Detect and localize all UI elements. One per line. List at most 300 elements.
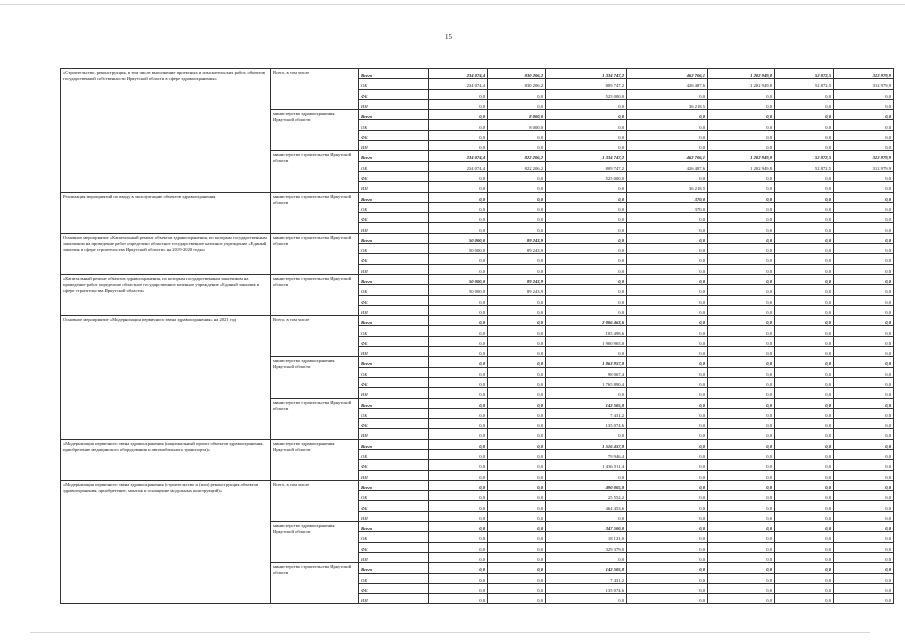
funding-source: ФБ [359, 377, 429, 387]
amount-cell: 0,0 [708, 233, 775, 243]
amount-cell: 0,0 [834, 594, 894, 604]
funding-source: Всего [359, 274, 429, 284]
amount-cell: 0,0 [834, 388, 894, 398]
amount-cell: 0,0 [546, 141, 627, 151]
amount-cell: 8 000,0 [488, 110, 546, 120]
funding-source: ИИ [359, 305, 429, 315]
measure-description: «Модернизация первичного звена здравоохранения (строительство и (или) реконструкция объектов здравоохранения, приобретение, монтаж и оснащение модульных конструкций)» [61, 480, 271, 604]
amount-cell: 2 006 463,6 [546, 316, 627, 326]
amount-cell: 0,0 [429, 460, 488, 470]
executor-name: министерство строительства Иркутской области [271, 563, 359, 604]
amount-cell: 0,0 [488, 552, 546, 562]
amount-cell: 0,0 [546, 233, 627, 243]
amount-cell: 0,0 [488, 563, 546, 573]
amount-cell: 0,0 [429, 316, 488, 326]
funding-source: ОБ [359, 408, 429, 418]
amount-cell: 0,0 [488, 141, 546, 151]
amount-cell: 0,0 [775, 419, 834, 429]
funding-source: ИИ [359, 347, 429, 357]
amount-cell: 89 243,9 [488, 285, 546, 295]
funding-source: ИИ [359, 470, 429, 480]
amount-cell: 0,0 [627, 377, 708, 387]
amount-cell: 0,0 [627, 594, 708, 604]
amount-cell: 0,0 [708, 120, 775, 130]
amount-cell: 0,0 [488, 336, 546, 346]
funding-source: ФБ [359, 542, 429, 552]
amount-cell: 0,0 [708, 202, 775, 212]
amount-cell: 0,0 [488, 295, 546, 305]
amount-cell: 52 872,5 [775, 151, 834, 161]
amount-cell: 0,0 [488, 388, 546, 398]
amount-cell: 0,0 [546, 305, 627, 315]
amount-cell: 98 067,4 [546, 367, 627, 377]
amount-cell: 0,0 [708, 367, 775, 377]
funding-source: ОБ [359, 491, 429, 501]
amount-cell: 0,0 [429, 367, 488, 377]
executor-name: Всего, в том числе [271, 69, 359, 110]
amount-cell: 0,0 [488, 573, 546, 583]
funding-source: ОБ [359, 244, 429, 254]
amount-cell: 0,0 [834, 274, 894, 284]
funding-source: ИИ [359, 511, 429, 521]
amount-cell: 0,0 [775, 326, 834, 336]
executor-name: министерство здравоохранения Иркутской области [271, 110, 359, 151]
amount-cell: 0,0 [775, 182, 834, 192]
amount-cell: 0,0 [488, 192, 546, 202]
amount-cell: 89 243,9 [488, 233, 546, 243]
amount-cell: 0,0 [775, 583, 834, 593]
amount-cell: 0,0 [429, 130, 488, 140]
executor-name: Всего, в том числе [271, 316, 359, 357]
amount-cell: 0,0 [834, 552, 894, 562]
funding-source: ФБ [359, 89, 429, 99]
table-row [61, 316, 894, 326]
amount-cell: 0,0 [775, 274, 834, 284]
amount-cell: 0,0 [627, 285, 708, 295]
amount-cell: 0,0 [775, 449, 834, 459]
amount-cell: 0,0 [627, 347, 708, 357]
amount-cell: 1 436 511,4 [546, 460, 627, 470]
amount-cell: 0,0 [627, 522, 708, 532]
amount-cell: 0,0 [708, 439, 775, 449]
amount-cell: 0,0 [627, 89, 708, 99]
amount-cell: 1 202 949,8 [708, 151, 775, 161]
amount-cell: 0,0 [834, 511, 894, 521]
table-row [61, 69, 894, 79]
amount-cell: 0,0 [708, 522, 775, 532]
amount-cell: 0,0 [834, 192, 894, 202]
amount-cell: 0,0 [834, 470, 894, 480]
amount-cell: 142 505,8 [546, 398, 627, 408]
amount-cell: 0,0 [488, 171, 546, 181]
amount-cell: 0,0 [546, 552, 627, 562]
funding-source: ИИ [359, 429, 429, 439]
amount-cell: 0,0 [708, 583, 775, 593]
amount-cell: 0,0 [627, 316, 708, 326]
budget-table-body [61, 69, 894, 604]
amount-cell: 0,0 [834, 110, 894, 120]
amount-cell: 0,0 [834, 171, 894, 181]
amount-cell: 0,0 [429, 563, 488, 573]
amount-cell: 0,0 [708, 563, 775, 573]
amount-cell: 809 747,2 [546, 79, 627, 89]
amount-cell: 0,0 [488, 182, 546, 192]
amount-cell: 0,0 [488, 511, 546, 521]
amount-cell: 0,0 [834, 213, 894, 223]
amount-cell: 490 005,8 [546, 480, 627, 490]
page-number: 15 [445, 33, 452, 41]
funding-source: ИИ [359, 99, 429, 109]
amount-cell: 52 872,5 [775, 161, 834, 171]
funding-source: Всего [359, 563, 429, 573]
amount-cell: 0,0 [429, 357, 488, 367]
amount-cell: 0,0 [627, 305, 708, 315]
amount-cell: 0,0 [488, 357, 546, 367]
amount-cell: 0,0 [627, 130, 708, 140]
amount-cell: 0,0 [775, 439, 834, 449]
amount-cell: 0,0 [627, 295, 708, 305]
amount-cell: 0,0 [429, 264, 488, 274]
amount-cell: 0,0 [708, 305, 775, 315]
amount-cell: 525 000,0 [546, 89, 627, 99]
amount-cell: 89 243,9 [488, 244, 546, 254]
amount-cell: 0,0 [429, 120, 488, 130]
amount-cell: 0,0 [488, 316, 546, 326]
amount-cell: 0,0 [627, 429, 708, 439]
amount-cell: 0,0 [834, 573, 894, 583]
amount-cell: 0,0 [708, 460, 775, 470]
amount-cell: 0,0 [834, 326, 894, 336]
amount-cell: 0,0 [429, 480, 488, 490]
amount-cell: 0,0 [429, 295, 488, 305]
amount-cell: 0,0 [775, 130, 834, 140]
amount-cell: 0,0 [775, 347, 834, 357]
funding-source: ОБ [359, 449, 429, 459]
amount-cell: 0,0 [627, 573, 708, 583]
amount-cell: 1 334 747,2 [546, 151, 627, 161]
executor-name: министерство строительства Иркутской области [271, 151, 359, 192]
amount-cell: 0,0 [708, 171, 775, 181]
amount-cell: 0,0 [546, 202, 627, 212]
amount-cell: 0,0 [546, 110, 627, 120]
amount-cell: 0,0 [429, 99, 488, 109]
amount-cell: 0,0 [834, 120, 894, 130]
amount-cell: 464 453,6 [546, 501, 627, 511]
amount-cell: 0,0 [429, 552, 488, 562]
measure-description: Основное мероприятие «Модернизация первичного звена здравоохранения» на 2021 год [61, 316, 271, 440]
amount-cell: 0,0 [834, 419, 894, 429]
amount-cell: 25 552,2 [546, 491, 627, 501]
funding-source: ФБ [359, 419, 429, 429]
amount-cell: 312 979,9 [834, 161, 894, 171]
amount-cell: 0,0 [775, 110, 834, 120]
amount-cell: 0,0 [627, 171, 708, 181]
funding-source: Всего [359, 357, 429, 367]
funding-source: ОБ [359, 285, 429, 295]
amount-cell: 0,0 [834, 429, 894, 439]
amount-cell: 0,0 [429, 408, 488, 418]
amount-cell: 809 747,2 [546, 161, 627, 171]
amount-cell: 0,0 [708, 480, 775, 490]
amount-cell: 0,0 [834, 501, 894, 511]
amount-cell: 0,0 [429, 213, 488, 223]
amount-cell: 0,0 [775, 233, 834, 243]
amount-cell: 142 505,8 [546, 563, 627, 573]
amount-cell: 0,0 [834, 305, 894, 315]
amount-cell: 0,0 [834, 480, 894, 490]
funding-source: ИИ [359, 182, 429, 192]
amount-cell: 0,0 [546, 285, 627, 295]
amount-cell: 0,0 [708, 594, 775, 604]
amount-cell: 0,0 [429, 388, 488, 398]
amount-cell: 0,0 [429, 398, 488, 408]
amount-cell: 52 872,5 [775, 79, 834, 89]
amount-cell: 822 206,2 [488, 161, 546, 171]
amount-cell: 0,0 [627, 583, 708, 593]
funding-source: ФБ [359, 583, 429, 593]
amount-cell: 0,0 [429, 171, 488, 181]
funding-source: Всего [359, 439, 429, 449]
amount-cell: 0,0 [708, 491, 775, 501]
amount-cell: 0,0 [488, 264, 546, 274]
amount-cell: 0,0 [775, 594, 834, 604]
amount-cell: 0,0 [627, 542, 708, 552]
amount-cell: 0,0 [546, 347, 627, 357]
amount-cell: 0,0 [708, 419, 775, 429]
amount-cell: 0,0 [708, 244, 775, 254]
amount-cell: 0,0 [488, 408, 546, 418]
amount-cell: 0,0 [775, 223, 834, 233]
amount-cell: 0,0 [627, 419, 708, 429]
amount-cell: 0,0 [627, 563, 708, 573]
amount-cell: 234 074,4 [429, 79, 488, 89]
amount-cell: 8 000,0 [488, 120, 546, 130]
amount-cell: 50 000,0 [429, 285, 488, 295]
amount-cell: 0,0 [775, 213, 834, 223]
amount-cell: 36 218,5 [627, 182, 708, 192]
scan-edge-top [0, 4, 905, 5]
amount-cell: 1 516 457,8 [546, 439, 627, 449]
amount-cell: 0,0 [429, 583, 488, 593]
funding-source: ОБ [359, 573, 429, 583]
funding-source: ИИ [359, 388, 429, 398]
amount-cell: 0,0 [708, 89, 775, 99]
amount-cell: 830 206,2 [488, 79, 546, 89]
amount-cell: 79 946,4 [546, 449, 627, 459]
amount-cell: 0,0 [429, 110, 488, 120]
budget-table [60, 68, 894, 604]
executor-name: министерство здравоохранения Иркутской области [271, 357, 359, 398]
amount-cell: 0,0 [775, 254, 834, 264]
amount-cell: 0,0 [488, 213, 546, 223]
amount-cell: 370,0 [627, 202, 708, 212]
amount-cell: 0,0 [708, 99, 775, 109]
table-row [61, 192, 894, 202]
amount-cell: 89 243,9 [488, 274, 546, 284]
funding-source: ОБ [359, 367, 429, 377]
amount-cell: 0,0 [429, 439, 488, 449]
amount-cell: 0,0 [834, 491, 894, 501]
amount-cell: 0,0 [429, 336, 488, 346]
amount-cell: 0,0 [627, 254, 708, 264]
amount-cell: 0,0 [708, 141, 775, 151]
amount-cell: 0,0 [488, 99, 546, 109]
amount-cell: 0,0 [775, 429, 834, 439]
amount-cell: 0,0 [834, 532, 894, 542]
funding-source: ОБ [359, 79, 429, 89]
funding-source: ИИ [359, 264, 429, 274]
amount-cell: 0,0 [834, 563, 894, 573]
amount-cell: 0,0 [775, 460, 834, 470]
amount-cell: 1 900 965,0 [546, 336, 627, 346]
amount-cell: 0,0 [429, 594, 488, 604]
amount-cell: 0,0 [488, 367, 546, 377]
funding-source: ФБ [359, 460, 429, 470]
amount-cell: 0,0 [834, 439, 894, 449]
executor-name: министерство строительства Иркутской области [271, 233, 359, 274]
amount-cell: 135 074,6 [546, 419, 627, 429]
amount-cell: 0,0 [429, 254, 488, 264]
amount-cell: 0,0 [775, 532, 834, 542]
amount-cell: 0,0 [708, 552, 775, 562]
amount-cell: 0,0 [488, 398, 546, 408]
amount-cell: 0,0 [546, 182, 627, 192]
amount-cell: 0,0 [429, 141, 488, 151]
amount-cell: 0,0 [627, 480, 708, 490]
amount-cell: 0,0 [429, 377, 488, 387]
amount-cell: 0,0 [429, 305, 488, 315]
funding-source: Всего [359, 316, 429, 326]
amount-cell: 0,0 [627, 398, 708, 408]
amount-cell: 312 979,9 [834, 79, 894, 89]
amount-cell: 0,0 [775, 171, 834, 181]
amount-cell: 0,0 [627, 532, 708, 542]
amount-cell: 0,0 [488, 326, 546, 336]
funding-source: Всего [359, 522, 429, 532]
amount-cell: 0,0 [775, 202, 834, 212]
amount-cell: 0,0 [834, 542, 894, 552]
amount-cell: 0,0 [627, 470, 708, 480]
amount-cell: 0,0 [708, 285, 775, 295]
amount-cell: 0,0 [834, 347, 894, 357]
amount-cell: 0,0 [708, 274, 775, 284]
amount-cell: 0,0 [775, 141, 834, 151]
amount-cell: 0,0 [708, 213, 775, 223]
amount-cell: 0,0 [627, 511, 708, 521]
amount-cell: 0,0 [775, 295, 834, 305]
amount-cell: 0,0 [546, 99, 627, 109]
amount-cell: 0,0 [775, 511, 834, 521]
amount-cell: 0,0 [834, 223, 894, 233]
amount-cell: 0,0 [708, 532, 775, 542]
amount-cell: 0,0 [488, 223, 546, 233]
amount-cell: 0,0 [708, 501, 775, 511]
amount-cell: 50 000,0 [429, 233, 488, 243]
amount-cell: 0,0 [546, 295, 627, 305]
amount-cell: 329 379,0 [546, 542, 627, 552]
amount-cell: 0,0 [488, 501, 546, 511]
amount-cell: 0,0 [627, 501, 708, 511]
amount-cell: 0,0 [627, 491, 708, 501]
amount-cell: 0,0 [627, 264, 708, 274]
amount-cell: 0,0 [546, 213, 627, 223]
amount-cell: 0,0 [488, 305, 546, 315]
amount-cell: 0,0 [775, 244, 834, 254]
amount-cell: 0,0 [488, 480, 546, 490]
amount-cell: 0,0 [488, 460, 546, 470]
amount-cell: 0,0 [546, 594, 627, 604]
amount-cell: 0,0 [708, 470, 775, 480]
amount-cell: 0,0 [834, 130, 894, 140]
amount-cell: 0,0 [834, 316, 894, 326]
amount-cell: 0,0 [627, 552, 708, 562]
amount-cell: 0,0 [429, 573, 488, 583]
amount-cell: 7 431,2 [546, 408, 627, 418]
amount-cell: 0,0 [546, 130, 627, 140]
scan-edge-bottom [30, 632, 870, 633]
amount-cell: 0,0 [627, 449, 708, 459]
amount-cell: 0,0 [429, 511, 488, 521]
amount-cell: 0,0 [627, 244, 708, 254]
funding-source: ФБ [359, 171, 429, 181]
amount-cell: 0,0 [627, 336, 708, 346]
amount-cell: 0,0 [708, 542, 775, 552]
amount-cell: 0,0 [429, 347, 488, 357]
amount-cell: 0,0 [627, 141, 708, 151]
amount-cell: 1 202 949,8 [708, 69, 775, 79]
amount-cell: 0,0 [488, 439, 546, 449]
amount-cell: 0,0 [708, 398, 775, 408]
amount-cell: 1 765 890,4 [546, 377, 627, 387]
amount-cell: 0,0 [627, 367, 708, 377]
amount-cell: 0,0 [834, 295, 894, 305]
amount-cell: 0,0 [708, 264, 775, 274]
funding-source: ИИ [359, 141, 429, 151]
amount-cell: 0,0 [834, 244, 894, 254]
funding-source: Всего [359, 151, 429, 161]
amount-cell: 0,0 [775, 491, 834, 501]
amount-cell: 0,0 [488, 449, 546, 459]
amount-cell: 0,0 [708, 377, 775, 387]
amount-cell: 0,0 [708, 254, 775, 264]
measure-description: «Капитальный ремонт объектов здравоохранения, по которым государственным заказчиком на проведение работ определено областное государственное казенное учреждение «Единый заказчик в сфере строительства Иркутской области» [61, 274, 271, 315]
amount-cell: 0,0 [546, 120, 627, 130]
amount-cell: 50 000,0 [429, 274, 488, 284]
amount-cell: 0,0 [488, 377, 546, 387]
amount-cell: 0,0 [429, 89, 488, 99]
amount-cell: 0,0 [775, 316, 834, 326]
amount-cell: 50 000,0 [429, 244, 488, 254]
amount-cell: 0,0 [775, 480, 834, 490]
funding-source: Всего [359, 192, 429, 202]
amount-cell: 0,0 [627, 223, 708, 233]
amount-cell: 36 218,5 [627, 99, 708, 109]
amount-cell: 0,0 [708, 429, 775, 439]
amount-cell: 7 431,2 [546, 573, 627, 583]
funding-source: ФБ [359, 130, 429, 140]
amount-cell: 0,0 [429, 223, 488, 233]
amount-cell: 0,0 [627, 388, 708, 398]
amount-cell: 0,0 [429, 491, 488, 501]
executor-name: министерство строительства Иркутской области [271, 398, 359, 439]
amount-cell: 0,0 [429, 419, 488, 429]
amount-cell: 0,0 [488, 419, 546, 429]
measure-description: Основное мероприятие «Капитальный ремонт объектов здравоохранения, по которым государственным заказчиком на проведение работ определено областное государственное казенное учреждение «Единый заказчик в сфере строительства Иркутской области» на 2019-2020 годы» [61, 233, 271, 274]
amount-cell: 105 498,6 [546, 326, 627, 336]
amount-cell: 0,0 [834, 89, 894, 99]
amount-cell: 0,0 [429, 449, 488, 459]
amount-cell: 0,0 [429, 522, 488, 532]
